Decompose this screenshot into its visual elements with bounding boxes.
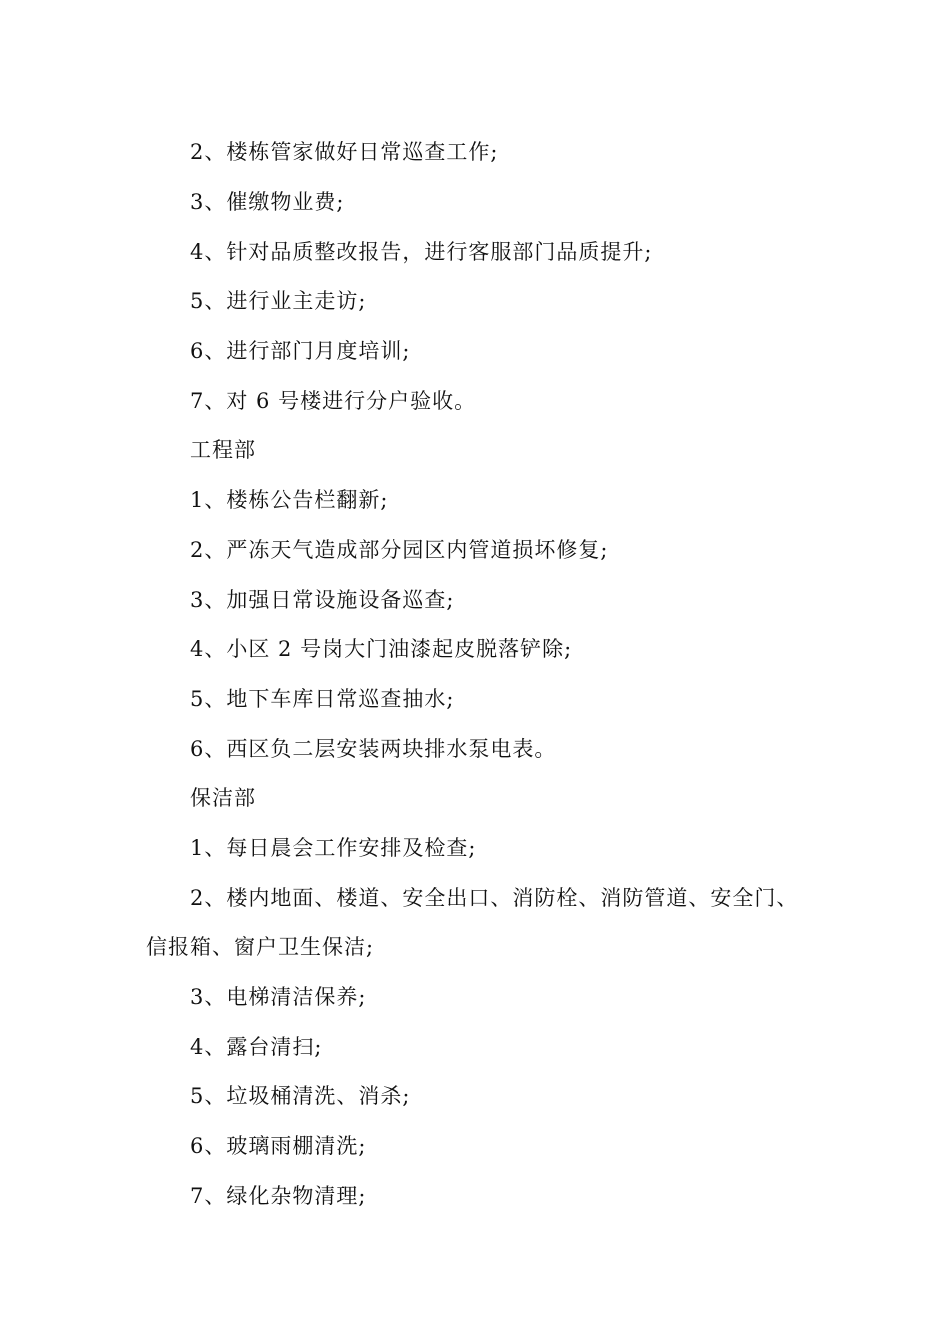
gongcheng-item-5: 5、地下车库日常巡查抽水; — [190, 687, 455, 711]
kefu-item-6: 6、进行部门月度培训; — [190, 339, 411, 363]
kefu-item-3: 3、催缴物业费; — [190, 190, 345, 214]
baojie-item-2: 2、楼内地面、楼道、安全出口、消防栓、消防管道、安全门、 — [190, 886, 799, 910]
baojie-item-2-continued: 信报箱、窗户卫生保洁; — [146, 935, 375, 959]
baojie-item-7: 7、绿化杂物清理; — [190, 1184, 367, 1208]
kefu-item-2: 2、楼栋管家做好日常巡查工作; — [190, 140, 499, 164]
gongcheng-item-6: 6、西区负二层安装两块排水泵电表。 — [190, 737, 557, 761]
gongcheng-item-2: 2、严冻天气造成部分园区内管道损坏修复; — [190, 538, 609, 562]
baojie-item-1: 1、每日晨会工作安排及检查; — [190, 836, 477, 860]
gongcheng-item-4: 4、小区 2 号岗大门油漆起皮脱落铲除; — [190, 637, 573, 661]
section-heading-baojie: 保洁部 — [190, 786, 256, 810]
baojie-item-4: 4、露台清扫; — [190, 1035, 323, 1059]
baojie-item-3: 3、电梯清洁保养; — [190, 985, 367, 1009]
gongcheng-item-1: 1、楼栋公告栏翻新; — [190, 488, 389, 512]
gongcheng-item-3: 3、加强日常设施设备巡查; — [190, 588, 455, 612]
baojie-item-5: 5、垃圾桶清洗、消杀; — [190, 1084, 411, 1108]
kefu-item-5: 5、进行业主走访; — [190, 289, 367, 313]
kefu-item-4: 4、针对品质整改报告，进行客服部门品质提升; — [190, 240, 653, 264]
baojie-item-6: 6、玻璃雨棚清洗; — [190, 1134, 367, 1158]
section-heading-gongcheng: 工程部 — [190, 438, 256, 462]
kefu-item-7: 7、对 6 号楼进行分户验收。 — [190, 389, 477, 413]
